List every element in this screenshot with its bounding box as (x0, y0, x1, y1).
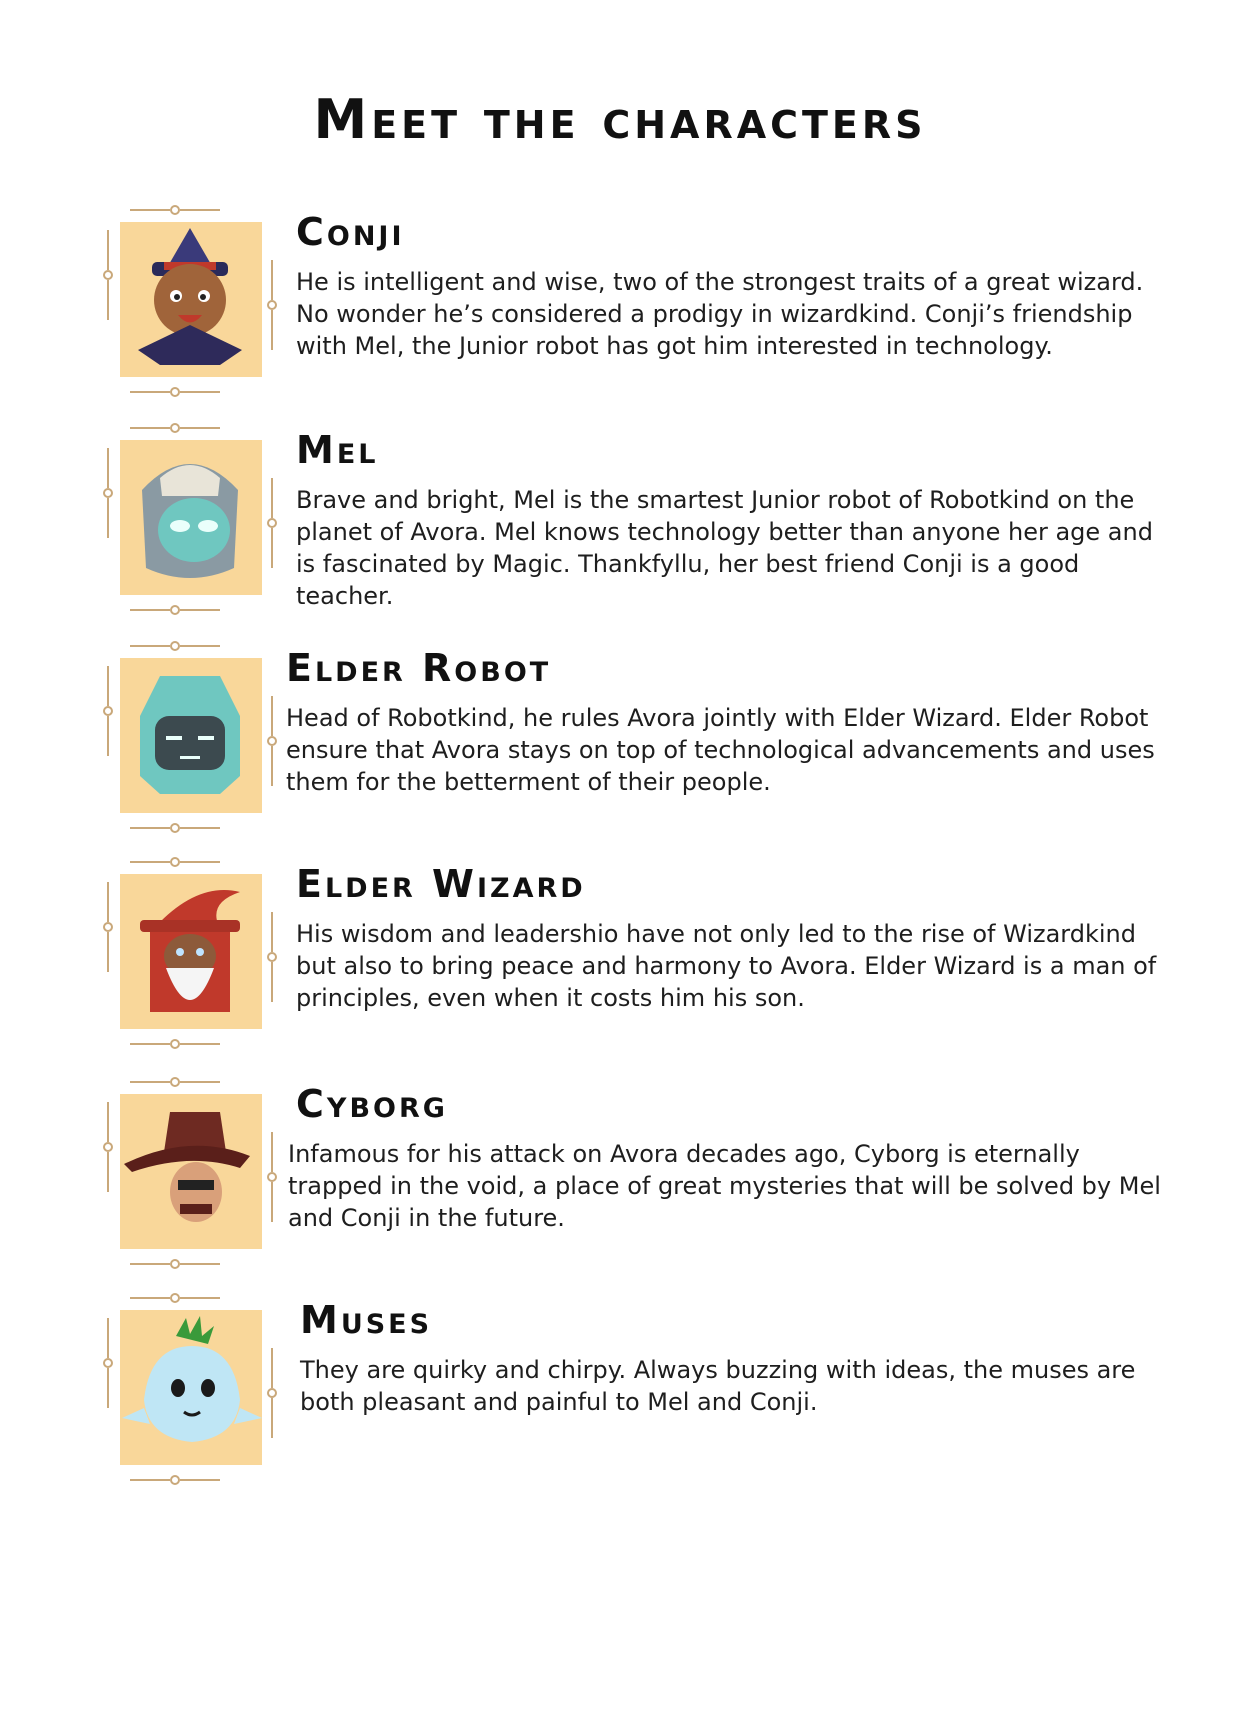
character-description: Infamous for his attack on Avora decades ago, Cyborg is eternally trapped in the void, a place of great mysteries that will be solved by Mel and Conji in the future. (288, 1140, 1161, 1232)
robot-girl-portrait-icon (100, 418, 280, 618)
character-name: Conji (296, 210, 405, 254)
wizard-boy-portrait-icon (100, 200, 280, 400)
cyborg-portrait-icon (100, 1072, 280, 1272)
character-description: Brave and bright, Mel is the smartest Junior robot of Robotkind on the planet of Avora. Mel knows technology better than anyone her age and is fascinated by Magic. Thankfyllu, her best friend Conji is a good teacher. (296, 486, 1153, 610)
character-description: They are quirky and chirpy. Always buzzing with ideas, the muses are both pleasant and painful to Mel and Conji. (300, 1356, 1136, 1416)
character-description: His wisdom and leadershio have not only led to the rise of Wizardkind but also to bring peace and harmony to Avora. Elder Wizard is a man of principles, even when it costs him his son. (296, 920, 1157, 1012)
character-entry-conji (0, 200, 1240, 400)
character-name: Muses (300, 1298, 433, 1342)
character-name: Elder Robot (286, 646, 552, 690)
character-name: Mel (296, 428, 379, 472)
character-entry-elder-robot (0, 636, 1240, 836)
page-title: Meet the characters (313, 88, 927, 151)
character-entry-cyborg (0, 1072, 1240, 1272)
character-description: He is intelligent and wise, two of the strongest traits of a great wizard. No wonder he’s considered a prodigy in wizardkind. Conji’s friendship with Mel, the Junior robot has got him interested in technology. (296, 268, 1144, 360)
character-name: Elder Wizard (296, 862, 586, 906)
elder-robot-portrait-icon (100, 636, 280, 836)
elder-wizard-portrait-icon (100, 852, 280, 1052)
character-entry-muses (0, 1288, 1240, 1488)
character-description: Head of Robotkind, he rules Avora jointly with Elder Wizard. Elder Robot ensure that Avora stays on top of technological advancements and uses them for the betterment of their people. (286, 704, 1155, 796)
character-entry-mel (0, 418, 1240, 618)
character-entry-elder-wizard (0, 852, 1240, 1052)
muse-portrait-icon (100, 1288, 280, 1488)
character-name: Cyborg (296, 1082, 448, 1126)
